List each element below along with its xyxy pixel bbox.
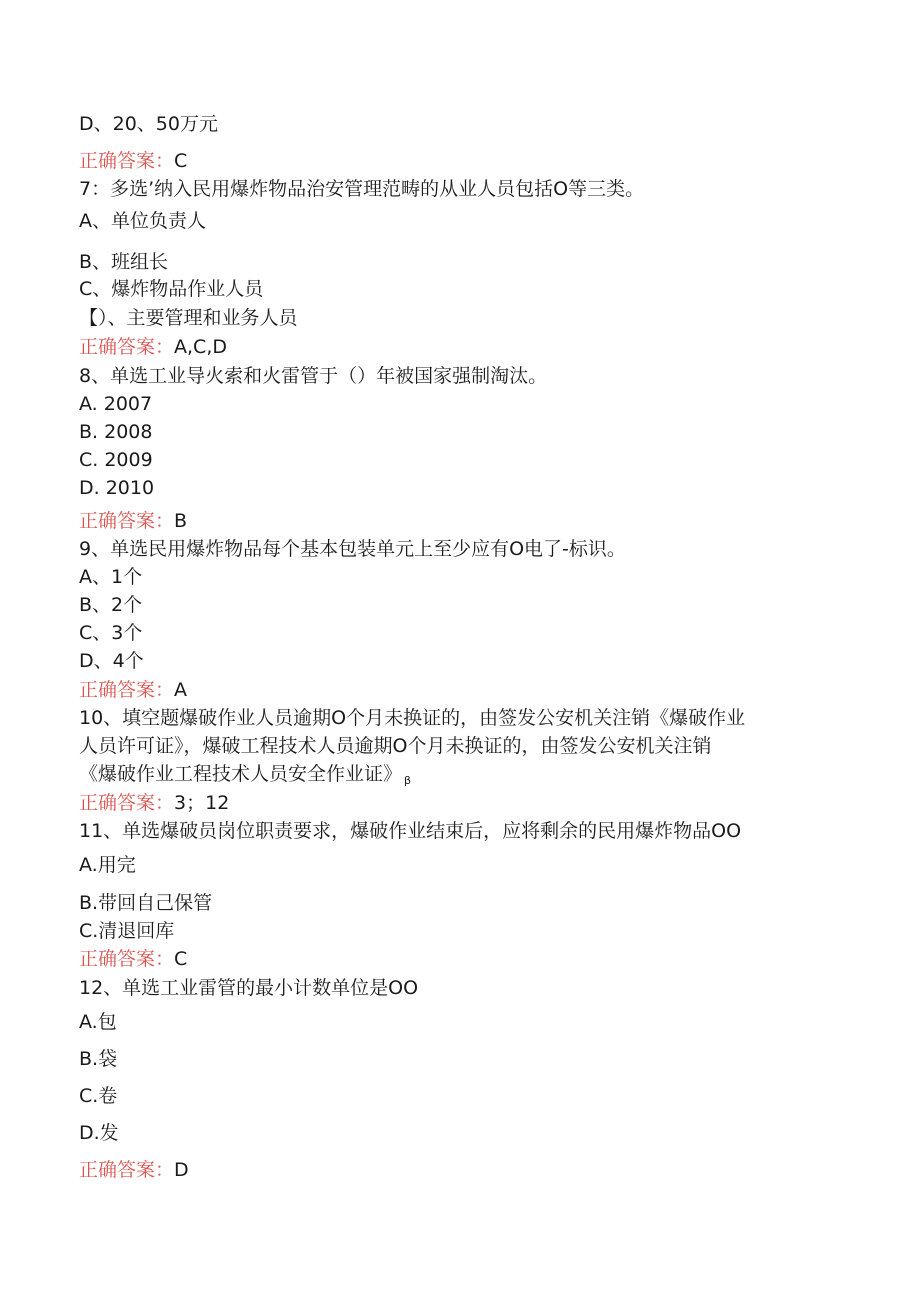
answer-value: D <box>174 1159 189 1181</box>
question-7-option-a: A、单位负责人 <box>79 210 206 232</box>
question-7-option-d: 【）、主要管理和业务人员 <box>79 307 298 329</box>
answer-line <box>79 1158 189 1182</box>
answer-value: A <box>174 679 188 701</box>
question-12-option-c: C.卷 <box>79 1085 118 1107</box>
answer-label: 正确答案： <box>79 336 175 358</box>
answer-label: 正确答案： <box>79 948 175 970</box>
question-7-option-c: C、爆炸物品作业人员 <box>79 278 264 300</box>
question-11-option-c: C.清退回库 <box>79 920 175 942</box>
answer-label: 正确答案： <box>79 1159 175 1181</box>
question-7-option-b: B、班组长 <box>79 251 169 273</box>
answer-value: A,C,D <box>174 336 227 358</box>
question-10-line-1: 10、填空题爆破作业人员逾期O个月未换证的，由签发公安机关注销《爆破作业 <box>79 707 746 729</box>
answer-value: C <box>174 948 188 970</box>
question-9-option-b: B、2个 <box>79 594 143 616</box>
question-11-option-a: A.用完 <box>79 854 136 876</box>
question-12-option-a: A.包 <box>79 1011 117 1033</box>
answer-label: 正确答案： <box>79 792 175 814</box>
question-10-line-2: 人员许可证》，爆破工程技术人员逾期O个月未换证的，由签发公安机关注销 <box>79 735 712 757</box>
answer-line <box>79 149 187 173</box>
question-8-option-b: B. 2008 <box>79 421 153 443</box>
question-10-line-3-text: 《爆破作业工程技术人员安全作业证》 <box>79 763 403 785</box>
answer-line <box>79 678 187 702</box>
question-9-option-c: C、3个 <box>79 622 143 644</box>
answer-label: 正确答案： <box>79 150 175 172</box>
trailing-mark: β <box>404 774 412 787</box>
answer-value: C <box>174 150 188 172</box>
question-7-text: 7：多选’纳入民用爆炸物品治安管理范畴的从业人员包括O等三类。 <box>79 178 645 200</box>
question-9-option-a: A、1个 <box>79 566 143 588</box>
answer-line <box>79 791 229 815</box>
answer-label: 正确答案： <box>79 510 175 532</box>
question-12-option-d: D.发 <box>79 1122 119 1144</box>
answer-value: B <box>174 510 188 532</box>
question-8-option-c: C. 2009 <box>79 449 153 471</box>
question-11-text: 11、单选爆破员岗位职责要求，爆破作业结束后，应将剩余的民用爆炸物品OO <box>79 820 742 842</box>
question-11-option-b: B.带回自己保管 <box>79 892 213 914</box>
question-9-text: 9、单选民用爆炸物品每个基本包装单元上至少应有O电了-标识。 <box>79 538 626 560</box>
question-8-option-d: D. 2010 <box>79 477 155 499</box>
answer-line <box>79 947 187 971</box>
question-8-text: 8、单选工业导火索和火雷管于（）年被国家强制淘汰。 <box>79 365 548 387</box>
prev-option-d: D、20、50万元 <box>79 113 218 135</box>
question-12-text: 12、单选工业雷管的最小计数单位是OO <box>79 977 419 999</box>
answer-line <box>79 335 227 359</box>
answer-label: 正确答案： <box>79 679 175 701</box>
answer-line <box>79 509 187 533</box>
question-9-option-d: D、4个 <box>79 650 144 672</box>
answer-value: 3；12 <box>174 792 230 814</box>
question-10-line-3 <box>79 762 411 793</box>
question-8-option-a: A. 2007 <box>79 393 153 415</box>
question-12-option-b: B.袋 <box>79 1048 118 1070</box>
